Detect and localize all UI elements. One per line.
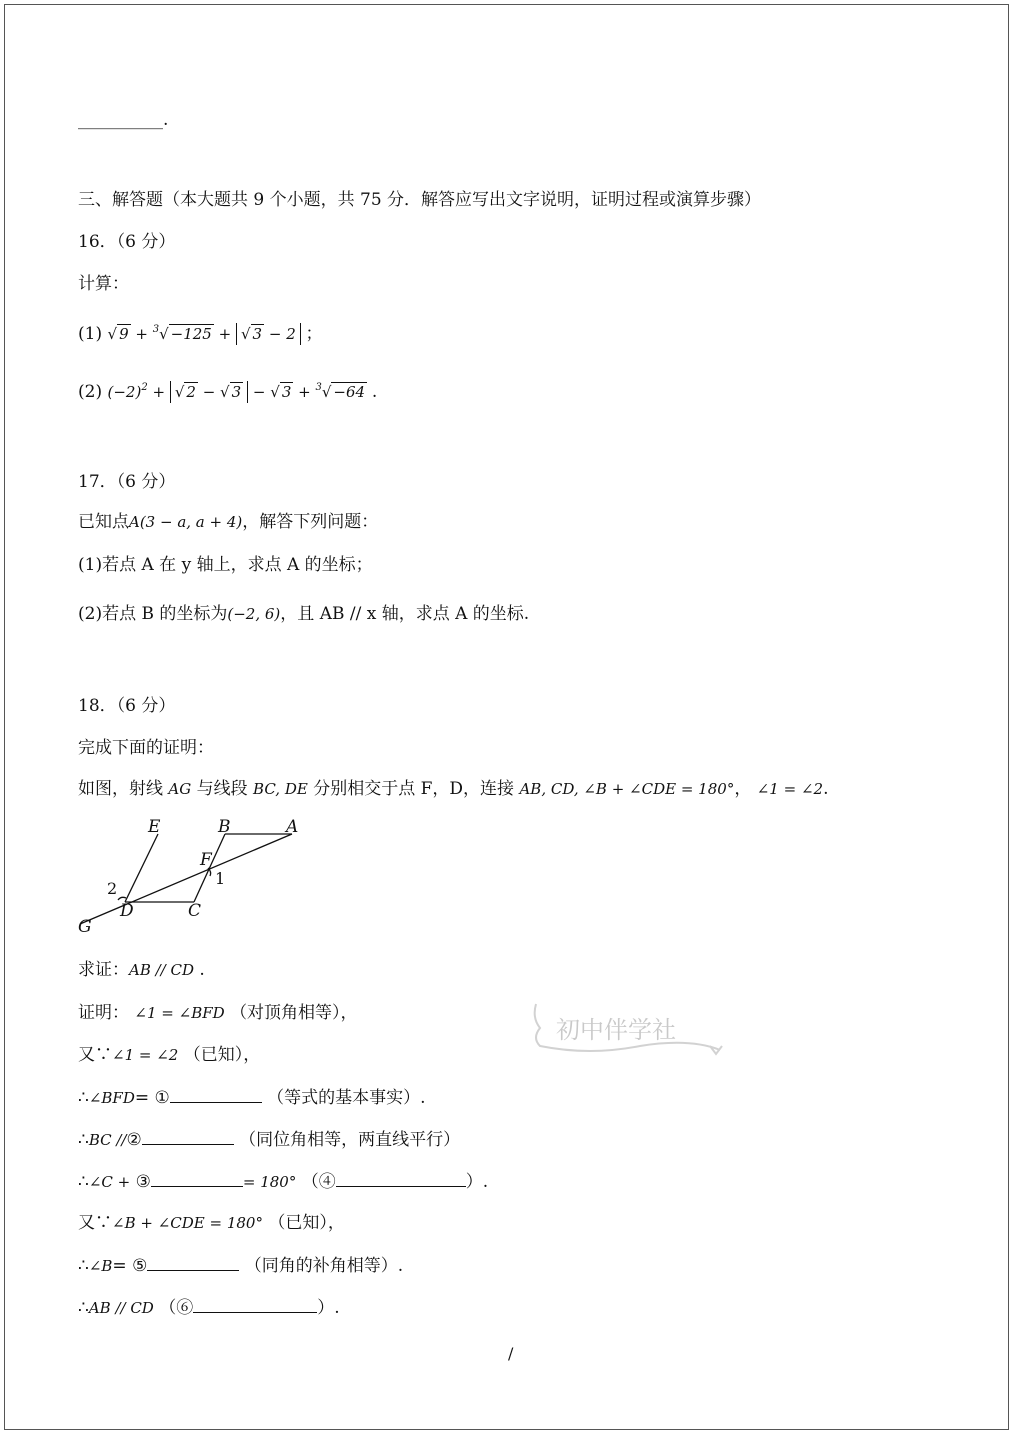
q17-intro: [78, 510, 378, 534]
text: 又∵: [78, 1213, 112, 1233]
text: ∴: [78, 1172, 89, 1192]
answer-blank-15: __________.: [78, 110, 169, 130]
math: = 180°: [242, 1173, 297, 1191]
q17-part2: [78, 602, 529, 626]
proof-line-6: [78, 1211, 345, 1235]
q17-part1: (1)若点 A 在 y 轴上，求点 A 的坐标；: [78, 555, 373, 575]
label-e: E: [148, 817, 161, 837]
text: 分别相交于点 F，D，连接: [313, 779, 515, 799]
text: = ⑤: [112, 1256, 148, 1276]
text: 与线段: [196, 779, 248, 799]
text: （⑥: [159, 1298, 194, 1318]
ray-ag: AG: [168, 780, 192, 798]
radicand-2: 2: [186, 383, 196, 401]
radicand-9: 9: [119, 325, 129, 343]
radicand-neg64: −64: [333, 383, 366, 401]
q16-intro: 计算：: [78, 274, 129, 294]
point-a: A(3 − a, a + 4): [129, 513, 243, 531]
proof-line-7: [78, 1254, 403, 1278]
label-angle-2: 2: [107, 879, 118, 898]
math: ∠BFD: [88, 1089, 135, 1107]
blank-3[interactable]: [151, 1170, 243, 1187]
proof-line-5: [78, 1170, 488, 1194]
blank-5[interactable]: [147, 1254, 239, 1271]
text: 如图，射线: [78, 779, 163, 799]
blank-6[interactable]: [193, 1296, 317, 1313]
math: ∠B: [88, 1257, 113, 1275]
q18-description: [78, 777, 828, 801]
root-index: 3: [152, 324, 160, 335]
text: 证明：: [78, 1003, 129, 1023]
segment-ed: [125, 834, 158, 902]
radicand-3b: 3: [281, 383, 292, 401]
reason: （等式的基本事实）.: [267, 1088, 426, 1108]
text: ）.: [465, 1172, 489, 1192]
q18-title: 18．（6 分）: [78, 696, 176, 716]
label-angle-1: 1: [215, 869, 226, 888]
section-heading: 三、解答题（本大题共 9 个小题，共 75 分．解答应写出文字说明，证明过程或演算步骤）: [78, 190, 762, 210]
math: AB // CD: [88, 1299, 154, 1317]
text: 已知点: [78, 512, 129, 532]
label-g: G: [78, 917, 92, 937]
page-footer: /: [508, 1344, 514, 1363]
text: ，解答下列问题：: [242, 512, 379, 532]
text: ③: [135, 1172, 151, 1192]
math: ∠1 = ∠2: [112, 1046, 179, 1064]
q16-part2: (2) $(-2)^2$ + √ 2 − √ 3 − √ 3 + $^3$√ −64 .: [78, 382, 378, 402]
expression-2: $(-2)^2$ + √ 2 − √ 3 − √ 3 + $^3$√ −64: [107, 382, 366, 401]
condition: AB, CD, ∠B + ∠CDE = 180°: [519, 780, 735, 798]
angle-2-arc: [118, 897, 126, 900]
q18-intro: 完成下面的证明：: [78, 738, 214, 758]
absolute-value: √ 2 − √ 3: [170, 381, 248, 403]
text: 又∵: [78, 1045, 112, 1065]
q17-title: 17．（6 分）: [78, 472, 176, 492]
absolute-value: √ 3 − 2: [236, 323, 301, 345]
label-a: A: [286, 817, 299, 837]
q16-part1: (1) √ 9 + $^3$√ −125 + √ 3 − 2 ；: [78, 324, 323, 344]
text: ∴: [78, 1088, 89, 1108]
text: ②: [126, 1130, 142, 1150]
part-label: (2): [78, 382, 103, 402]
proof-line-3: [78, 1086, 426, 1110]
reason: （已知），: [268, 1213, 345, 1233]
text: ∴: [78, 1298, 89, 1318]
reason: （同位角相等，两直线平行）: [239, 1130, 461, 1150]
text: ，: [734, 779, 752, 799]
base: (−2): [107, 383, 142, 401]
text: 求证：: [78, 960, 129, 980]
geometry-figure: [70, 812, 320, 942]
reason: （同角的补角相等）.: [244, 1256, 404, 1276]
label-c: C: [188, 901, 202, 921]
math: BC //: [88, 1131, 127, 1149]
text: ∴: [78, 1130, 89, 1150]
expression-1: √ 9 + $^3$√ −125 + √ 3 − 2: [108, 325, 306, 343]
segments: BC, DE: [253, 780, 308, 798]
blank-1[interactable]: [170, 1086, 262, 1103]
statement: AB // CD: [129, 961, 195, 979]
blank-4[interactable]: [336, 1170, 466, 1187]
radicand-3: 3: [252, 325, 263, 343]
blank-2[interactable]: [142, 1128, 234, 1145]
text: .: [823, 779, 829, 799]
label-f: F: [200, 850, 212, 870]
text: ，且 AB // x 轴，求点 A 的坐标.: [280, 604, 530, 624]
math: ∠C +: [88, 1173, 131, 1191]
radicand-neg125: −125: [170, 325, 212, 343]
part-label: (1): [78, 324, 103, 344]
text: ）.: [317, 1298, 340, 1318]
label-b: B: [218, 817, 231, 837]
reason: （对顶角相等），: [230, 1003, 358, 1023]
angle-equality: ∠1 = ∠2: [756, 780, 824, 798]
watermark-text: 初中伴学社: [556, 1016, 676, 1044]
watermark: [530, 998, 730, 1068]
text: ∴: [78, 1256, 89, 1276]
text: （④: [301, 1172, 336, 1192]
root-index: 3: [315, 382, 322, 393]
exponent: 2: [141, 382, 148, 393]
point-b: (−2, 6): [227, 605, 281, 623]
minus-two: − 2: [268, 325, 296, 343]
prove-statement: 求证：AB // CD .: [78, 960, 205, 980]
q16-title: 16．（6 分）: [78, 232, 176, 252]
reason: （已知），: [183, 1045, 261, 1065]
text: = ①: [134, 1088, 170, 1108]
proof-line-4: [78, 1128, 460, 1152]
math: ∠B + ∠CDE = 180°: [112, 1214, 263, 1232]
math: ∠1 = ∠BFD: [134, 1004, 225, 1022]
text: (2)若点 B 的坐标为: [78, 604, 228, 624]
label-d: D: [120, 901, 134, 921]
proof-line-1: [78, 1001, 358, 1025]
proof-line-2: [78, 1043, 260, 1067]
radicand-3: 3: [231, 383, 242, 401]
proof-line-8: [78, 1296, 340, 1320]
